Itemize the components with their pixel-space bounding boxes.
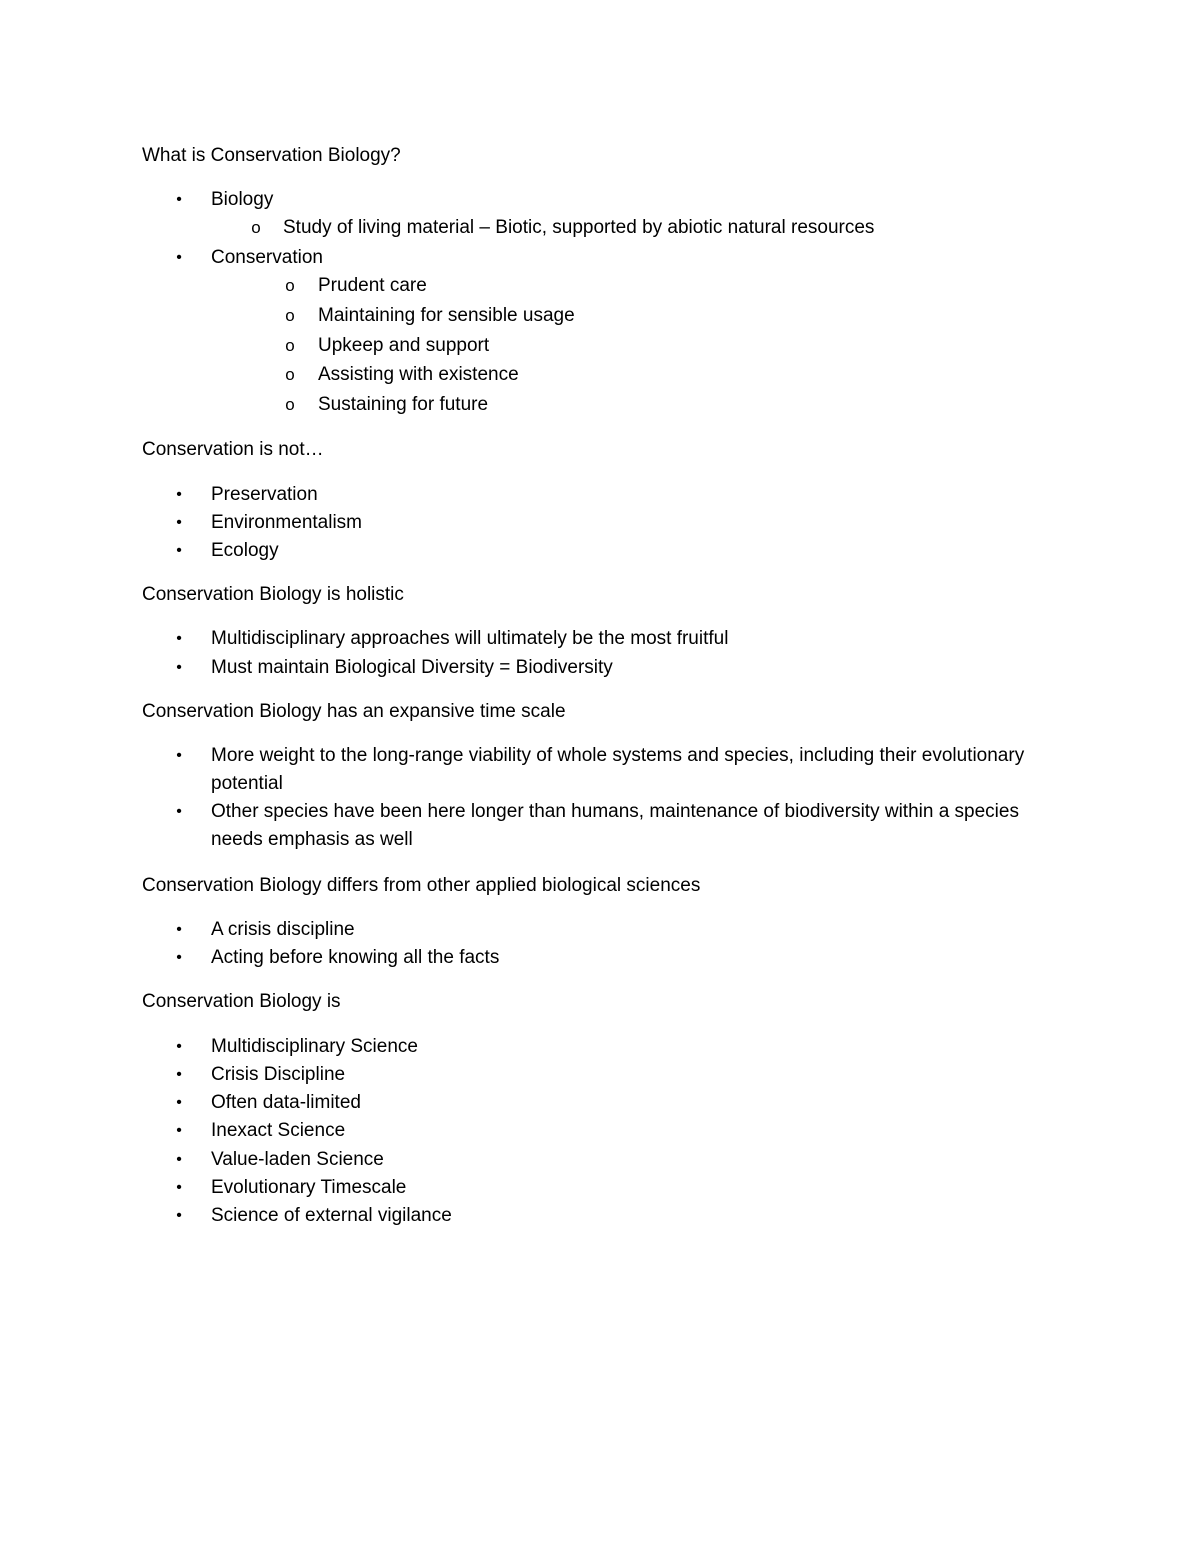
section-heading: Conservation Biology is holistic (142, 584, 404, 605)
list-item: Acting before knowing all the facts (211, 947, 500, 968)
list-item: Preservation (211, 484, 318, 505)
list-item: Evolutionary Timescale (211, 1177, 407, 1198)
list-item: Inexact Science (211, 1120, 346, 1141)
sub-bullet-icon: o (285, 365, 295, 384)
sub-bullet-icon: o (251, 218, 261, 237)
bullet-icon: • (176, 1151, 182, 1168)
section-heading: What is Conservation Biology? (142, 145, 401, 166)
list-item: Other species have been here longer than humans, maintenance of biodiversity within a species needs emphasis as well (211, 801, 1019, 850)
list-item: Multidisciplinary approaches will ultimately be the most fruitful (211, 628, 729, 649)
sub-list-item: Prudent care (318, 275, 427, 296)
bullet-icon: • (176, 1122, 182, 1139)
bullet-icon: • (176, 514, 182, 531)
bullet-icon: • (176, 542, 182, 559)
section-heading: Conservation Biology differs from other applied biological sciences (142, 875, 701, 896)
list-item: Multidisciplinary Science (211, 1036, 418, 1057)
bullet-icon: • (176, 249, 182, 266)
bullet-icon: • (176, 1038, 182, 1055)
bullet-icon: • (176, 1207, 182, 1224)
list-item: Often data-limited (211, 1092, 361, 1113)
sub-bullet-icon: o (285, 395, 295, 414)
list-item: More weight to the long-range viability of whole systems and species, including their evolutionary potential (211, 745, 1025, 794)
sub-bullet-icon: o (285, 306, 295, 325)
bullet-icon: • (176, 1066, 182, 1083)
list-item: A crisis discipline (211, 919, 355, 940)
list-item: Ecology (211, 540, 279, 561)
list-item: Conservation (211, 247, 323, 268)
bullet-icon: • (176, 921, 182, 938)
sub-list-item: Maintaining for sensible usage (318, 305, 575, 326)
sub-list-item: Study of living material – Biotic, supported by abiotic natural resources (283, 217, 875, 238)
list-item: Crisis Discipline (211, 1064, 346, 1085)
bullet-icon: • (176, 803, 182, 820)
sub-list-item: Assisting with existence (318, 364, 519, 385)
bullet-icon: • (176, 659, 182, 676)
sub-bullet-icon: o (285, 336, 295, 355)
sub-list-item: Upkeep and support (318, 335, 490, 356)
section-heading: Conservation Biology is (142, 991, 341, 1012)
section-heading: Conservation is not… (142, 439, 324, 460)
sub-list-item: Sustaining for future (318, 394, 489, 415)
bullet-icon: • (176, 747, 182, 764)
list-item: Science of external vigilance (211, 1205, 452, 1226)
bullet-icon: • (176, 1179, 182, 1196)
list-item: Biology (211, 189, 274, 210)
bullet-icon: • (176, 949, 182, 966)
list-item: Must maintain Biological Diversity = Biodiversity (211, 657, 613, 678)
bullet-icon: • (176, 486, 182, 503)
sub-bullet-icon: o (285, 276, 295, 295)
section-heading: Conservation Biology has an expansive time scale (142, 701, 566, 722)
bullet-icon: • (176, 630, 182, 647)
bullet-icon: • (176, 1094, 182, 1111)
list-item: Environmentalism (211, 512, 362, 533)
bullet-icon: • (176, 191, 182, 208)
list-item: Value-laden Science (211, 1149, 384, 1170)
